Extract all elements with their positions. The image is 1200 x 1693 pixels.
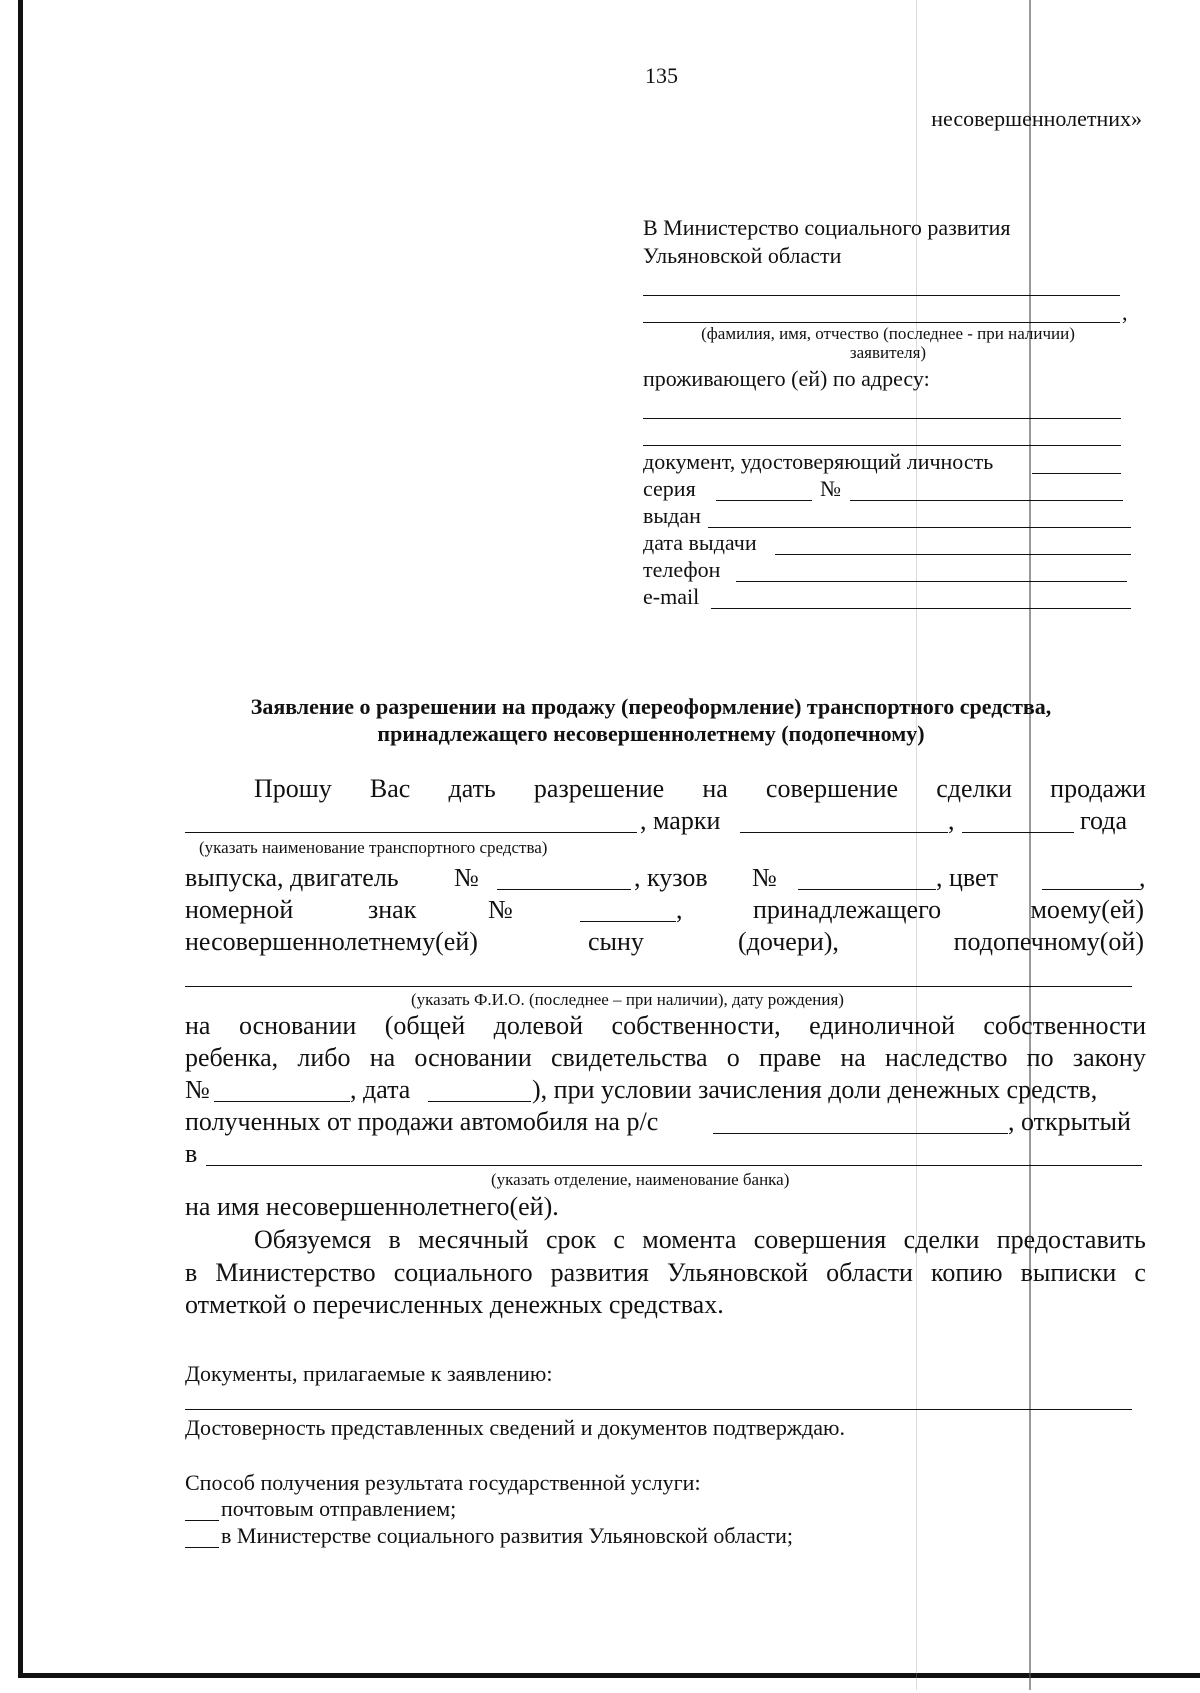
word: о [726, 1043, 740, 1072]
poluch-text: полученных от продажи автомобиля на р/с [185, 1107, 659, 1136]
vehicle-caption: (указать наименование транспортного средства) [199, 838, 548, 857]
na-imya-text: на имя несовершеннолетнего(ей). [185, 1192, 559, 1221]
podopechnomu-label: подопечному(ой) [953, 927, 1144, 956]
number-sign: № [488, 895, 513, 924]
word: в [185, 1258, 198, 1287]
word: Прошу [254, 774, 332, 803]
word: сделки [936, 774, 1013, 803]
certificate-date-blank[interactable] [428, 1101, 531, 1102]
fio-caption: (указать Ф.И.О. (последнее – при наличии), дату рождения) [411, 990, 844, 1009]
word: на [185, 1011, 211, 1040]
condition-text: ), при условии зачисления доли денежных средств, [532, 1075, 1098, 1104]
nomernoy-label: номерной [185, 895, 294, 924]
fio-caption-1: (фамилия, имя, отчество (последнее - при наличии) [701, 324, 1075, 343]
bank-caption: (указать отделение, наименование банка) [491, 1170, 790, 1189]
confirmation-text: Достоверность представленных сведений и документов подтверждаю. [185, 1415, 845, 1440]
addressee-line2: Ульяновской области [643, 243, 842, 268]
word: собственности [983, 1011, 1146, 1040]
word: основании [414, 1043, 532, 1072]
plate-blank[interactable] [580, 921, 676, 922]
option-mail-checkbox[interactable] [185, 1520, 219, 1521]
word: предоставить [996, 1225, 1146, 1254]
word: либо [297, 1043, 351, 1072]
otkryty-text: , открытый [1008, 1107, 1131, 1136]
number-sign: № [185, 1075, 210, 1104]
fio-caption-2: заявителя) [849, 343, 927, 362]
issued-blank[interactable] [708, 527, 1131, 528]
word: Ульяновской [666, 1258, 809, 1287]
number-sign: № [752, 863, 777, 892]
v-label: в [185, 1139, 198, 1168]
word: Обязуемся [254, 1225, 372, 1254]
email-blank[interactable] [711, 608, 1131, 609]
year-label: года [1080, 806, 1128, 835]
word: копию [931, 1258, 1003, 1287]
osnov-line1 [185, 1011, 1146, 1041]
word: ребенка, [185, 1043, 279, 1072]
page-border-bottom [18, 1673, 1200, 1678]
option-ministry: в Министерстве социального развития Ульяновской области; [221, 1523, 793, 1548]
word: продажи [1050, 774, 1146, 803]
synu-label: сыну [588, 927, 644, 956]
certificate-number-blank[interactable] [214, 1101, 350, 1102]
scan-fold-line-faint [916, 0, 917, 1690]
address-blank-1[interactable] [643, 418, 1121, 419]
date-label: , дата [350, 1075, 411, 1104]
title-line1: Заявление о разрешении на продажу (переоформление) транспортного средства, [250, 694, 1052, 719]
nesovershen-label: несовершеннолетнему(ей) [185, 927, 478, 956]
word: месячный [418, 1225, 529, 1254]
word: развития [550, 1258, 649, 1287]
word: с [1134, 1258, 1146, 1287]
account-blank[interactable] [713, 1133, 1008, 1134]
number-sign: № [454, 863, 479, 892]
comma: , [1122, 300, 1128, 325]
option-ministry-checkbox[interactable] [185, 1547, 219, 1548]
addressee-blank-1[interactable] [643, 295, 1120, 296]
word: долевой [493, 1011, 584, 1040]
phone-label: телефон [643, 557, 721, 582]
moemu-label: моему(ей) [1030, 895, 1144, 924]
marki-label: , марки [640, 806, 721, 835]
word: закону [1072, 1043, 1146, 1072]
prinadl-label: принадлежащего [753, 895, 942, 924]
word: по [1026, 1043, 1054, 1072]
kuzov-label: , кузов [634, 863, 708, 892]
series-blank[interactable] [716, 500, 812, 501]
email-label: e-mail [643, 584, 700, 609]
osnov-line2 [185, 1043, 1146, 1073]
comma: , [948, 806, 955, 835]
addressee-line1: В Министерство социального развития [643, 215, 1011, 240]
word: момента [642, 1225, 737, 1254]
znak-label: знак [368, 895, 417, 924]
word: на [369, 1043, 396, 1072]
issued-label: выдан [643, 503, 701, 528]
word: собственности, [611, 1011, 781, 1040]
vypuska-label: выпуска, двигатель [185, 863, 399, 892]
word: в [388, 1225, 401, 1254]
addressee-blank-2[interactable] [643, 322, 1120, 323]
residing-label: проживающего (ей) по адресу: [643, 366, 930, 391]
title-line2: принадлежащего несовершеннолетнему (подопечному) [377, 721, 925, 746]
method-label: Способ получения результата государственной услуги: [185, 1470, 701, 1495]
address-blank-2[interactable] [643, 445, 1121, 446]
word: (общей [384, 1011, 466, 1040]
comma: , [676, 895, 683, 924]
id-doc-label: документ, удостоверяющий личность [643, 449, 994, 474]
word: основании [238, 1011, 357, 1040]
word: на [702, 774, 728, 803]
word: на [840, 1043, 866, 1072]
word: совершение [765, 774, 899, 803]
brand-blank[interactable] [740, 832, 948, 833]
word: выписки [1020, 1258, 1117, 1287]
word: с [613, 1225, 625, 1254]
phone-blank[interactable] [736, 581, 1127, 582]
comma: , [1139, 863, 1146, 892]
tsvet-label: , цвет [936, 863, 998, 892]
obyaz-line1 [254, 1225, 1146, 1255]
header-fragment: несовершеннолетних» [931, 106, 1142, 131]
page-number: 135 [645, 63, 678, 88]
word: сделки [903, 1225, 980, 1254]
number-blank[interactable] [850, 500, 1123, 501]
issue-date-blank[interactable] [775, 554, 1131, 555]
documents-label: Документы, прилагаемые к заявлению: [185, 1361, 553, 1386]
word: Вас [369, 774, 411, 803]
word: наследство [885, 1043, 1008, 1072]
obyaz-line3: отметкой о перечисленных денежных средствах. [185, 1290, 724, 1319]
color-blank[interactable] [1042, 889, 1140, 890]
word: Министерство [215, 1258, 376, 1287]
scan-fold-line [1029, 0, 1031, 1690]
series-label: серия [643, 476, 696, 501]
word: праве [759, 1043, 822, 1072]
option-mail: почтовым отправлением; [221, 1496, 457, 1521]
number-sign: № [820, 476, 841, 501]
body-number-blank[interactable] [798, 889, 936, 890]
word: разрешение [533, 774, 665, 803]
year-blank[interactable] [962, 832, 1074, 833]
word: социального [393, 1258, 533, 1287]
documents-blank[interactable] [185, 1409, 1132, 1410]
page-border-left [18, 0, 23, 1678]
vehicle-name-blank[interactable] [185, 832, 637, 833]
p1-line1 [254, 774, 1146, 804]
word: свидетельства [550, 1043, 708, 1072]
docheri-label: (дочери), [738, 927, 839, 956]
word: единоличной [809, 1011, 955, 1040]
engine-blank[interactable] [497, 889, 631, 890]
bank-blank[interactable] [206, 1165, 1142, 1166]
obyaz-line2 [185, 1258, 1146, 1288]
word: дать [448, 774, 496, 803]
word: срок [545, 1225, 597, 1254]
issue-date-label: дата выдачи [643, 530, 757, 555]
word: совершения [753, 1225, 887, 1254]
word: области [826, 1258, 913, 1287]
id-doc-blank[interactable] [1032, 473, 1121, 474]
child-fio-blank[interactable] [185, 986, 1132, 987]
